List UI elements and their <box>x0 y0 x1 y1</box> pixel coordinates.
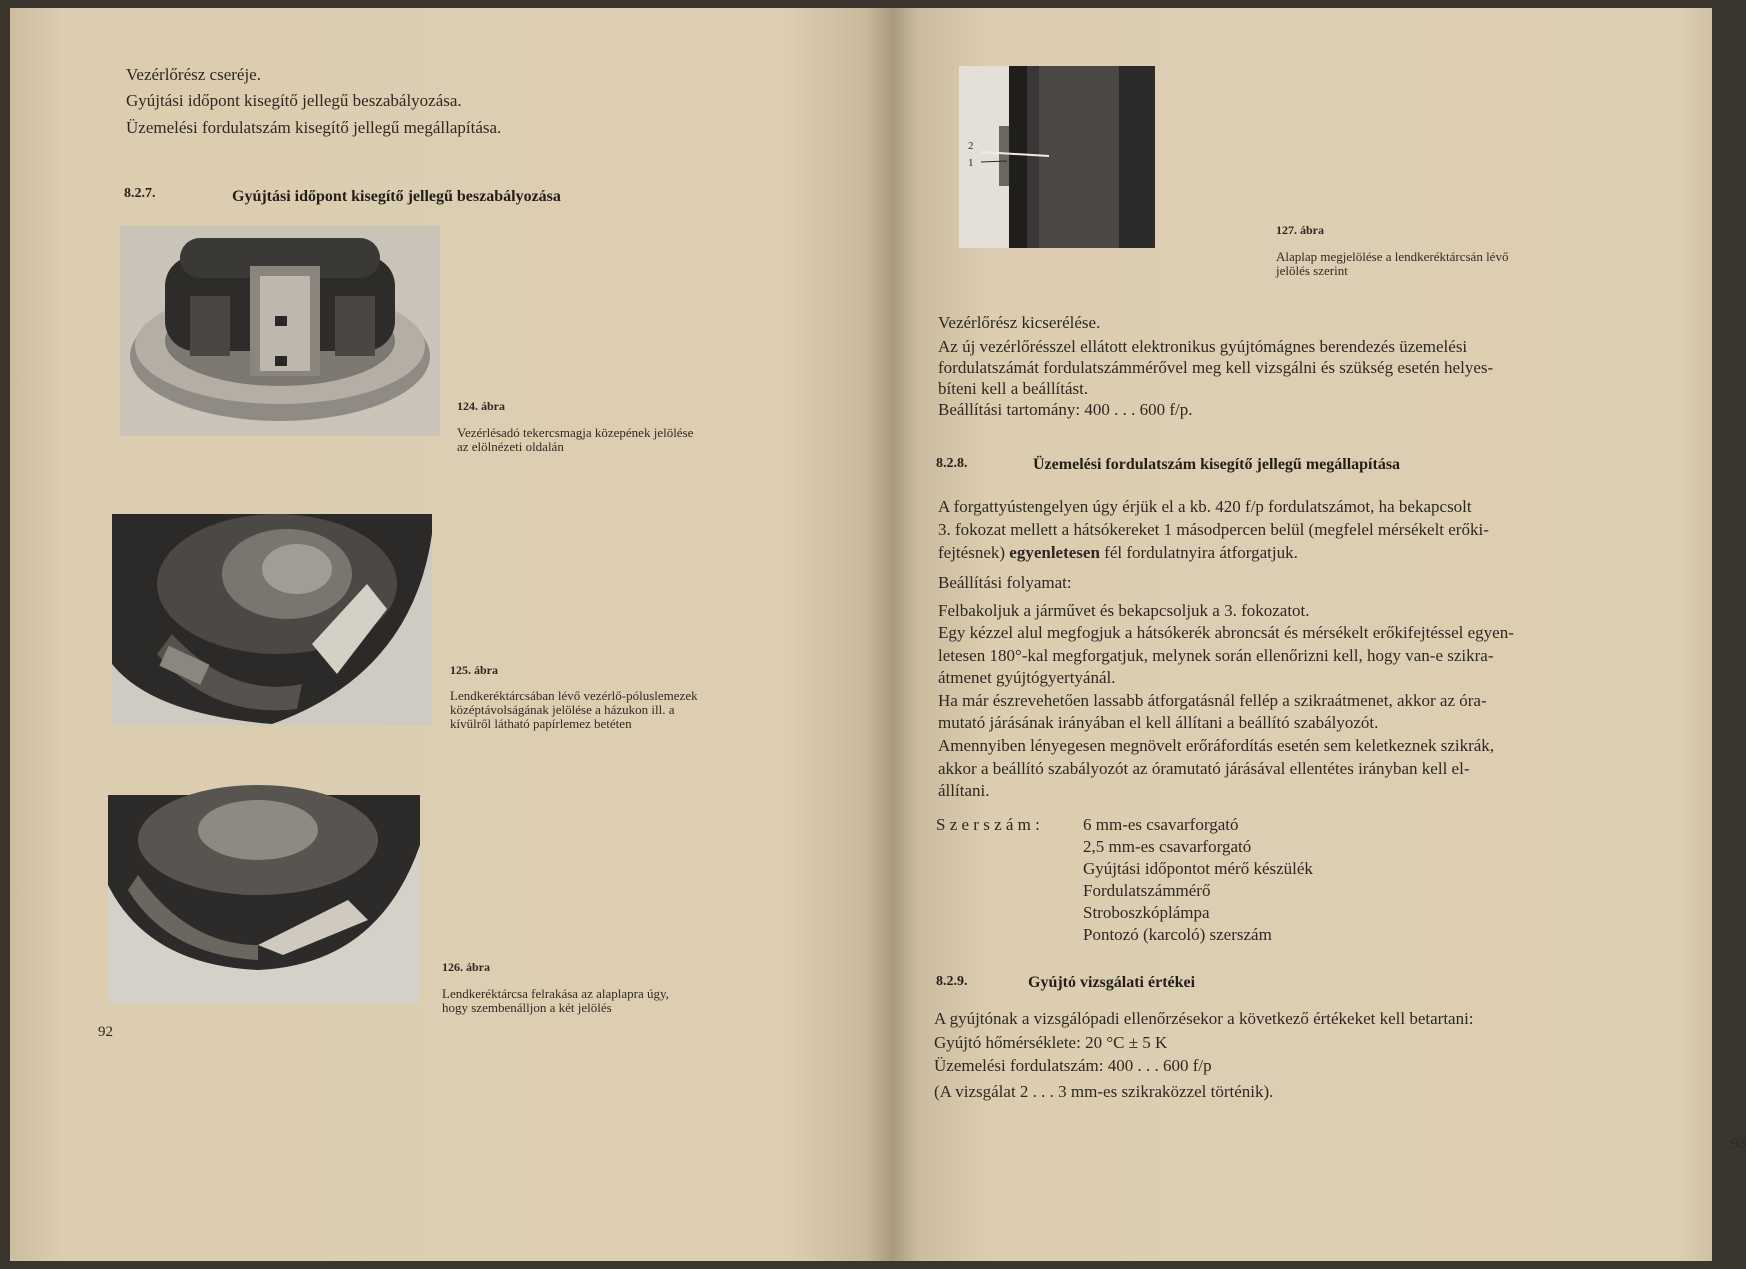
tool-item-3: Gyújtási időpontot mérő készülék <box>1083 859 1313 878</box>
para-replace-line-4: bíteni kell a beállítást. <box>938 379 1089 398</box>
right-page <box>893 8 1746 1261</box>
para-replace-line-1: Vezérlőrész kicserélése. <box>938 313 1101 332</box>
figure-126-number: 126. ábra <box>442 960 490 974</box>
para-replace-line-5: Beállítási tartomány: 400 . . . 600 f/p. <box>938 400 1193 419</box>
figure-125-caption-line-3: kívülről látható papírlemez betéten <box>450 716 632 731</box>
figure-125-photo <box>112 514 432 726</box>
setup-line-7: Amennyiben lényegesen megnövelt erőráfordítás esetén sem keletkeznek szikrák, <box>938 736 1495 755</box>
para-829-line-1: A gyújtónak a vizsgálópadi ellenőrzésekor a következő értékeket kell betartani: <box>934 1009 1474 1028</box>
intro-line-3: Üzemelési fordulatszám kisegítő jellegű megállapítása. <box>126 118 502 137</box>
tool-item-1: 6 mm-es csavarforgató <box>1083 815 1239 834</box>
setup-line-1: Felbakoljuk a járművet és bekapcsoljuk a 3. fokozatot. <box>938 601 1310 620</box>
figure-127-caption-line-2: jelölés szerint <box>1276 263 1348 278</box>
page-number-right: 93 <box>1731 1136 1746 1152</box>
figure-126-caption-line-1: Lendkeréktárcsa felrakása az alaplapra úgy, <box>442 986 669 1001</box>
section-827-title: Gyújtási időpont kisegítő jellegű beszabályozása <box>232 188 561 205</box>
section-828-title: Üzemelési fordulatszám kisegítő jellegű megállapítása <box>1033 456 1401 473</box>
para-replace-line-2: Az új vezérlőrésszel ellátott elektronikus gyújtómágnes berendezés üzemelési <box>938 337 1468 356</box>
figure-124-number: 124. ábra <box>457 399 505 413</box>
figure-127-label-1: 1 <box>968 157 974 169</box>
figure-127-caption-line-1: Alaplap megjelölése a lendkeréktárcsán lévő <box>1276 249 1509 264</box>
setup-line-4: átmenet gyújtógyertyánál. <box>938 668 1116 687</box>
section-829-number: 8.2.9. <box>936 974 968 989</box>
section-828-number: 8.2.8. <box>936 456 968 471</box>
para-828-line-3-bold: egyenletesen <box>1009 543 1100 562</box>
figure-124-caption-line-2: az elölnézeti oldalán <box>457 439 564 454</box>
tool-item-6: Pontozó (karcoló) szerszám <box>1083 925 1272 944</box>
para-replace-line-3: fordulatszámát fordulatszámmérővel meg kell vizsgálni és szükség esetén helyes- <box>938 358 1494 377</box>
tool-item-2: 2,5 mm-es csavarforgató <box>1083 837 1252 856</box>
figure-124-photo <box>120 226 440 436</box>
para-828-line-2: 3. fokozat mellett a hátsókereket 1 másodpercen belül (megfelel mérsékelt erőki- <box>938 520 1489 539</box>
setup-line-8: akkor a beállító szabályozót az óramutató járásával ellentétes irányban kell el- <box>938 759 1470 778</box>
para-828-line-3-pre: fejtésnek) <box>938 543 1010 562</box>
figure-127-photo <box>959 66 1155 248</box>
figure-127-label-2: 2 <box>968 140 974 152</box>
figure-125-caption-line-1: Lendkeréktárcsában lévő vezérlő-póluslemezek <box>450 688 698 703</box>
setup-line-2: Egy kézzel alul megfogjuk a hátsókerék abroncsát és mérsékelt erőkifejtéssel egyen- <box>938 623 1514 642</box>
figure-126-photo <box>108 795 420 1003</box>
para-829-line-4: (A vizsgálat 2 . . . 3 mm-es szikraközzel történik). <box>934 1082 1274 1101</box>
tool-item-4: Fordulatszámmérő <box>1083 881 1211 900</box>
figure-126-caption-line-2: hogy szembenálljon a két jelölés <box>442 1000 612 1015</box>
book-spread <box>10 8 1746 1261</box>
left-page <box>10 8 893 1261</box>
section-827-number: 8.2.7. <box>124 186 156 201</box>
para-828-line-3-post: fél fordulatnyira átforgatjuk. <box>1099 543 1298 562</box>
para-828-line-3 <box>938 544 1298 563</box>
setup-line-5: Ha már észrevehetően lassabb átforgatásnál fellép a szikraátmenet, akkor az óra- <box>938 691 1487 710</box>
intro-line-2: Gyújtási időpont kisegítő jellegű beszabályozása. <box>126 91 462 110</box>
setup-line-6: mutató járásának irányában el kell állítani a beállító szabályozót. <box>938 713 1379 732</box>
figure-125-number: 125. ábra <box>450 663 498 677</box>
para-829-line-2: Gyújtó hőmérséklete: 20 °C ± 5 K <box>934 1033 1168 1052</box>
para-829-line-3: Üzemelési fordulatszám: 400 . . . 600 f/p <box>934 1056 1212 1075</box>
setup-label: Beállítási folyamat: <box>938 573 1072 592</box>
tool-item-5: Stroboszkóplámpa <box>1083 903 1210 922</box>
intro-line-1: Vezérlőrész cseréje. <box>126 65 261 84</box>
setup-line-9: állítani. <box>938 781 990 800</box>
tools-label: S z e r s z á m : <box>936 815 1040 834</box>
section-829-title: Gyújtó vizsgálati értékei <box>1028 974 1196 991</box>
figure-125-caption-line-2: középtávolságának jelölése a házukon ill. a <box>450 702 675 717</box>
setup-line-3: letesen 180°-kal megforgatjuk, melynek során ellenőrizni kell, hogy van-e szikra- <box>938 646 1494 665</box>
figure-124-caption-line-1: Vezérlésadó tekercsmagja közepének jelölése <box>457 425 694 440</box>
page-number-left: 92 <box>98 1024 113 1040</box>
para-828-line-1: A forgattyústengelyen úgy érjük el a kb. 420 f/p fordulatszámot, ha bekapcsolt <box>938 497 1472 516</box>
figure-127-number: 127. ábra <box>1276 223 1324 237</box>
